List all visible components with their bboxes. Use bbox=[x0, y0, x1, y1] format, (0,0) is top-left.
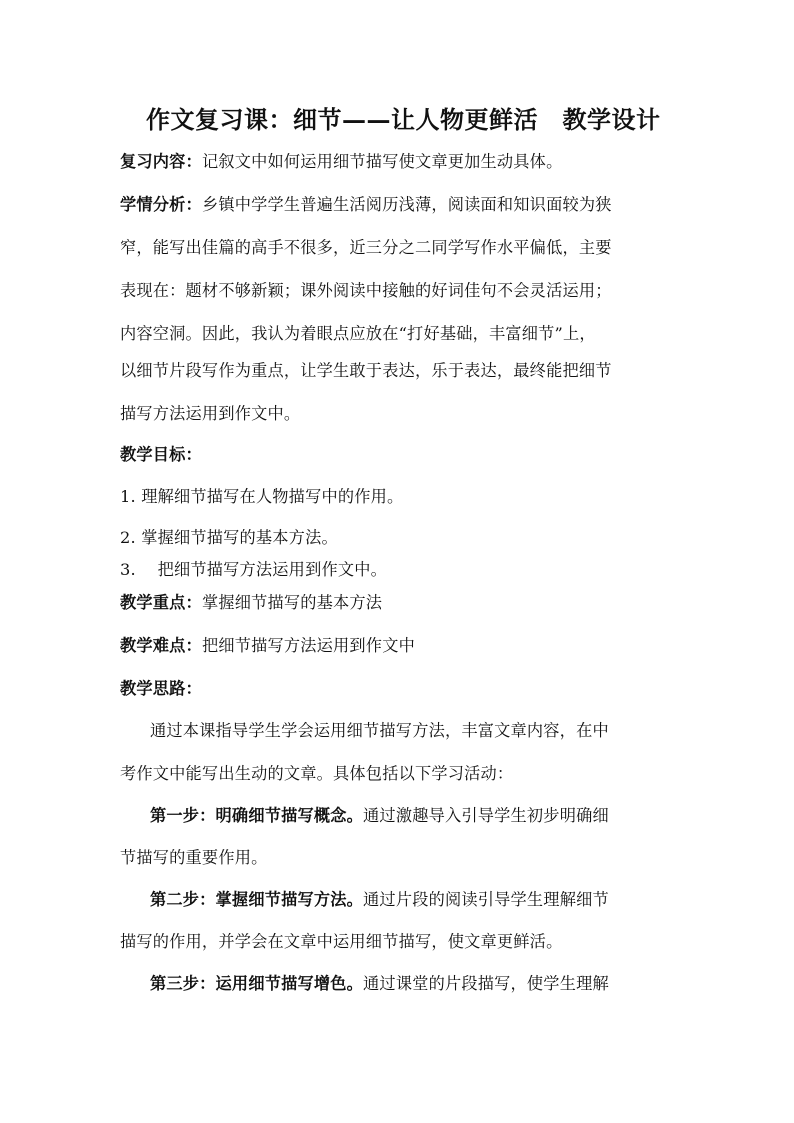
analysis-text: 乡镇中学学生普遍生活阅历浅薄，阅读面和知识面较为狭 bbox=[201, 195, 612, 214]
analysis-line-4: 内容空洞。因此，我认为着眼点应放在“打好基础，丰富细节”上， bbox=[120, 324, 596, 343]
goal-item-1: 1. 理解细节描写在人物描写中的作用。 bbox=[120, 487, 404, 506]
analysis-line-5: 以细节片段写作为重点，让学生敢于表达，乐于表达，最终能把细节 bbox=[120, 361, 612, 380]
review-content-label: 复习内容： bbox=[120, 152, 202, 171]
approach-intro-line-1: 通过本课指导学生学会运用细节描写方法，丰富文章内容，在中 bbox=[150, 721, 609, 740]
analysis-line-1 bbox=[120, 191, 612, 215]
step-1-label: 第一步：明确细节描写概念。 bbox=[150, 806, 364, 825]
goal-item-2: 2. 掌握细节描写的基本方法。 bbox=[120, 528, 338, 547]
analysis-label: 学情分析： bbox=[120, 195, 202, 214]
analysis-line-3: 表现在：题材不够新颖；课外阅读中接触的好词佳句不会灵活运用； bbox=[120, 281, 612, 300]
step-3-text: 通过课堂的片段描写，使学生理解 bbox=[363, 974, 609, 993]
approach-label: 教学思路： bbox=[120, 679, 202, 698]
step-1-line-2: 节描写的重要作用。 bbox=[120, 848, 268, 867]
step-2-line-2: 描写的作用，并学会在文章中运用细节描写，使文章更鲜活。 bbox=[120, 932, 563, 951]
difficulty-paragraph bbox=[120, 632, 415, 656]
analysis-line-6: 描写方法运用到作文中。 bbox=[120, 404, 301, 423]
difficulty-label: 教学难点： bbox=[120, 636, 202, 655]
step-3-label: 第三步：运用细节描写增色。 bbox=[150, 974, 364, 993]
goals-label: 教学目标： bbox=[120, 445, 202, 464]
key-point-paragraph bbox=[120, 589, 382, 613]
review-content-paragraph bbox=[120, 148, 562, 172]
approach-intro-line-2: 考作文中能写出生动的文章。具体包括以下学习活动： bbox=[120, 764, 514, 783]
step-2-label: 第二步：掌握细节描写方法。 bbox=[150, 890, 364, 909]
key-point-text: 掌握细节描写的基本方法 bbox=[201, 593, 383, 612]
step-2-text: 通过片段的阅读引导学生理解细节 bbox=[363, 890, 609, 909]
key-point-label: 教学重点： bbox=[120, 593, 202, 612]
step-1-line-1 bbox=[150, 802, 609, 826]
analysis-line-2: 窄，能写出佳篇的高手不很多，近三分之二同学写作水平偏低，主要 bbox=[120, 238, 612, 257]
review-content-text: 记叙文中如何运用细节描写使文章更加生动具体。 bbox=[201, 152, 563, 171]
step-2-line-1 bbox=[150, 886, 609, 910]
step-3-line-1 bbox=[150, 970, 609, 994]
goal-item-3: 3. 把细节描写方法运用到作文中。 bbox=[120, 560, 388, 579]
difficulty-text: 把细节描写方法运用到作文中 bbox=[201, 636, 415, 655]
page-title: 作文复习课：细节——让人物更鲜活 教学设计 bbox=[146, 105, 661, 134]
step-1-text: 通过激趣导入引导学生初步明确细 bbox=[363, 806, 609, 825]
